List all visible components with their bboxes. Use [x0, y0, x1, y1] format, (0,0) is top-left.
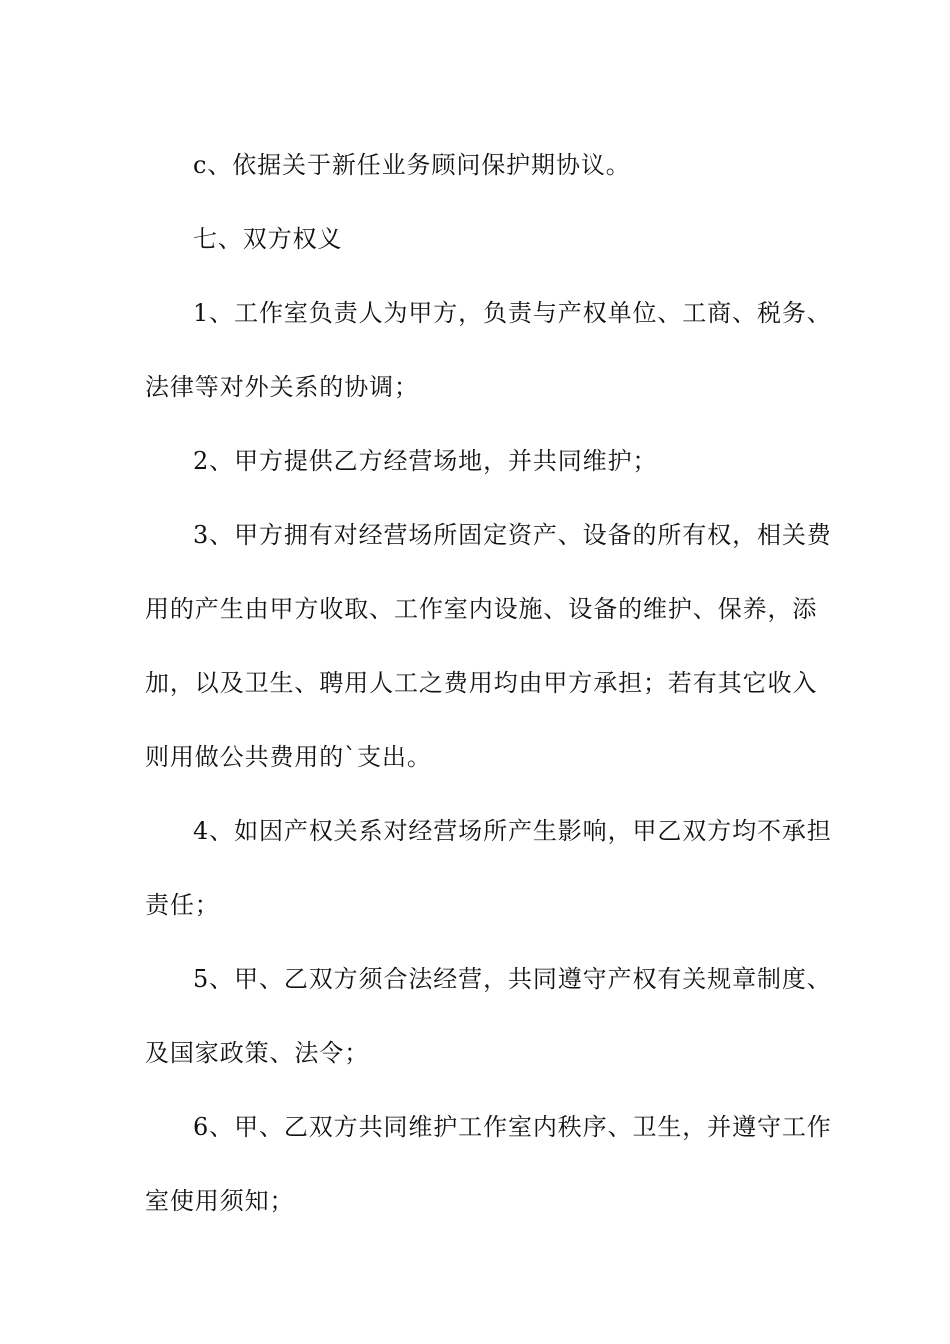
clause-4-line-1: 4、如因产权关系对经营场所产生影响，甲乙双方均不承担 — [193, 817, 832, 845]
clause-5-line-1: 5、甲、乙双方须合法经营，共同遵守产权有关规章制度、 — [193, 965, 832, 993]
clause-3-line-1: 3、甲方拥有对经营场所固定资产、设备的所有权，相关费 — [193, 521, 832, 549]
section-heading-rights-obligations: 七、双方权义 — [193, 225, 343, 253]
clause-2: 2、甲方提供乙方经营场地，并共同维护； — [193, 447, 658, 475]
clause-6-line-2: 室使用须知； — [145, 1187, 295, 1215]
clause-3-line-2: 用的产生由甲方收取、工作室内设施、设备的维护、保养，添 — [145, 595, 818, 623]
clause-5-line-2: 及国家政策、法令； — [145, 1039, 370, 1067]
clause-1-line-2: 法律等对外关系的协调； — [145, 373, 419, 401]
clause-3-line-3: 加，以及卫生、聘用人工之费用均由甲方承担；若有其它收入 — [145, 669, 818, 697]
clause-4-line-2: 责任； — [145, 891, 220, 919]
clause-6-line-1: 6、甲、乙双方共同维护工作室内秩序、卫生，并遵守工作 — [193, 1113, 832, 1141]
document-body — [145, 128, 832, 1238]
clause-c: c、依据关于新任业务顾问保护期协议。 — [193, 151, 631, 179]
clause-3-line-4: 则用做公共费用的`支出。 — [145, 743, 432, 771]
clause-1-line-1: 1、工作室负责人为甲方，负责与产权单位、工商、税务、 — [193, 299, 832, 327]
